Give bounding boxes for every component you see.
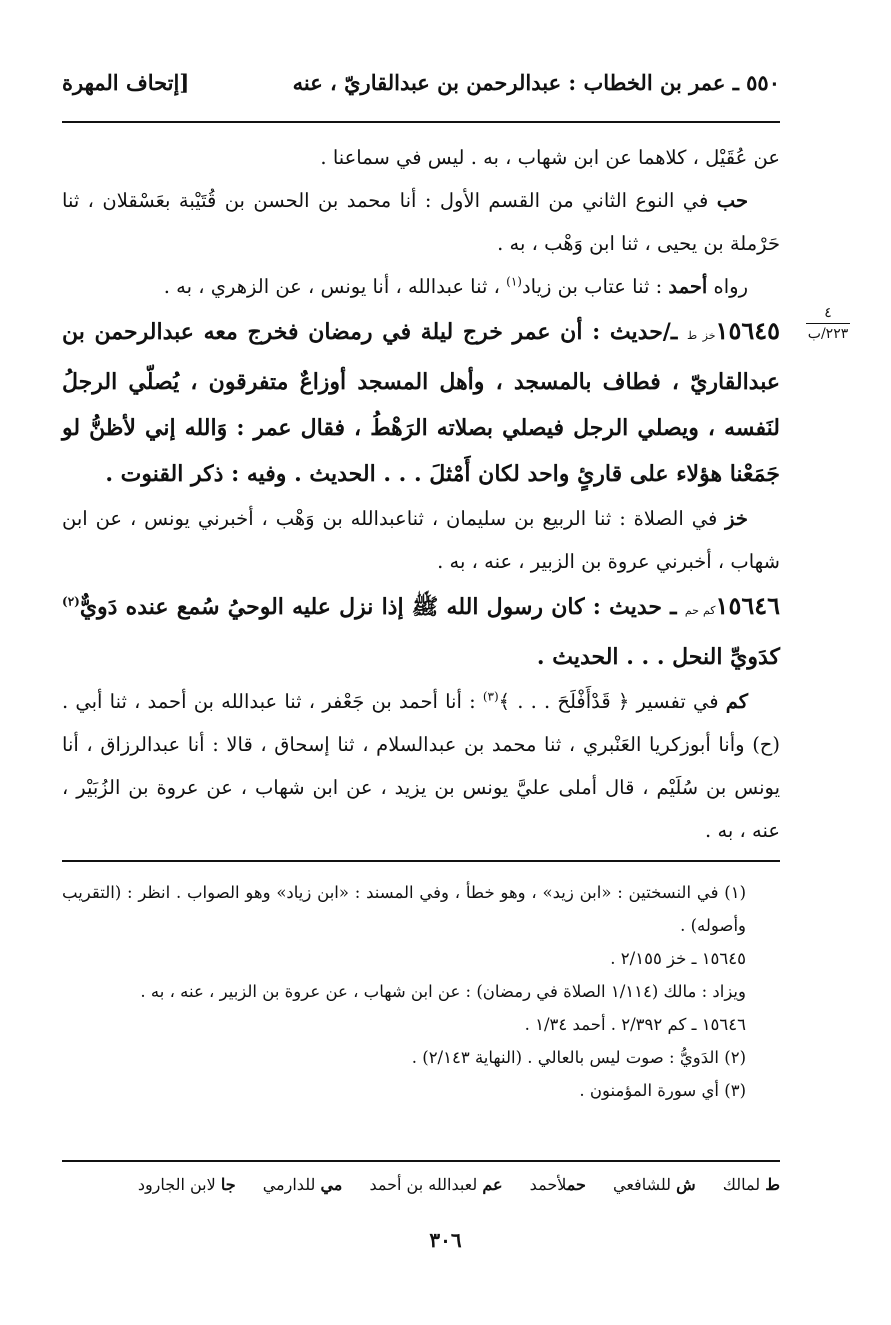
- hadith-15645: [62, 308, 780, 497]
- legend-name: للشافعي: [613, 1175, 672, 1194]
- legend-item: [530, 1175, 586, 1194]
- paragraph-5-text-b: : أنا أحمد بن جَعْفر ، ثنا عبدالله بن أحمد ، ثنا أبي . (ح) وأنا أبوزكريا العَنْبري ، ثنا محمد بن عبدالسلام ، ثنا إسحاق ، قالا : أنا عبدالرزاق ، أنا يونس بن سُلَيْم ، قال أملى عليَّ يونس بن يزيد ، عن ابن شهاب ، عن عروة بن الزُبَيْر ، عنه ، به .: [62, 690, 780, 842]
- hadith-sigla: خز ط: [686, 329, 716, 342]
- legend-name: للدارمي: [262, 1175, 316, 1194]
- header-book-title: [إتحاف المهرة: [62, 70, 190, 95]
- legend-siglum: عم: [482, 1175, 503, 1194]
- legend-name: لمالك: [722, 1175, 761, 1194]
- paragraph-3-text-a: : ثنا عتاب بن زياد: [521, 275, 669, 298]
- footnote-addition: ويزاد : مالك (١/١١٤ الصلاة في رمضان) : عن ابن شهاب ، عن عروة بن الزبير ، عنه ، به .: [140, 982, 746, 1001]
- hadith-text-b: كدَويِّ النحل . . . الحديث .: [536, 644, 780, 670]
- header-rule: [62, 121, 780, 123]
- footnote-rule: [62, 860, 780, 862]
- legend-item: [138, 1175, 236, 1194]
- footnote-3: (٣) أي سورة المؤمنون .: [579, 1081, 746, 1100]
- sigla-legend: [62, 1170, 780, 1200]
- footnote-1: (١) في النسختين : «ابن زيد» ، وهو خطأ ، وفي المسند : «ابن زياد» وهو الصواب . انظر : (التقريب وأصوله) .: [62, 883, 746, 935]
- legend-name: لعبدالله بن أحمد: [369, 1175, 478, 1194]
- source-siglum: كم: [725, 690, 748, 713]
- footnote-ref-1[interactable]: (١): [506, 274, 522, 289]
- hadith-text-a: ـ حديث : كان رسول الله ﷺ إذا نزل عليه الوحيُ سُمع عنده دَويٌّ: [79, 594, 685, 620]
- legend-item: [613, 1175, 696, 1194]
- footnotes: [62, 876, 780, 1107]
- legend-name: لأحمد: [529, 1175, 567, 1194]
- page-number: ٣٠٦: [429, 1228, 462, 1252]
- paragraph-3: [62, 265, 780, 308]
- footnote-2: (٢) الدَويُّ : صوت ليس بالعالي . (النهاية ٢/١٤٣) .: [411, 1048, 746, 1067]
- paragraph-4: [62, 497, 780, 583]
- legend-item: [369, 1175, 502, 1194]
- legend-siglum: جا: [220, 1175, 236, 1194]
- legend-siglum: مي: [320, 1175, 343, 1194]
- footnote-ref-3[interactable]: (٣): [482, 689, 499, 704]
- hadith-15646: [62, 583, 780, 680]
- hadith-text: ـ/حديث : أن عمر خرج ليلة في رمضان فخرج معه عبدالرحمن بن عبدالقاريّ ، فطاف بالمسجد ، وأهل المسجد أوزاعٌ متفرقون ، يُصلّي الرجلُ لنَفسه ، ويصلي الرجل فيصلي بصلاته الرَهْطُ ، فقال عمر : وَالله إني لأظنُّ لو جَمَعْنا هؤلاء على قارئٍ واحد لكان أَمْثلَ . . . الحديث . وفيه : ذكر القنوت .: [62, 319, 780, 487]
- source-siglum: خز: [725, 507, 748, 530]
- legend-siglum: ط: [765, 1175, 780, 1194]
- source-siglum: حب: [716, 189, 748, 212]
- footnote-ref-2[interactable]: (٢): [62, 594, 80, 609]
- paragraph-3-lead: رواه: [707, 275, 748, 298]
- running-header: [62, 70, 780, 104]
- paragraph-2-text: في النوع الثاني من القسم الأول : أنا محمد بن الحسن بن قُتَيْبة بعَسْقلان ، ثنا حَرْملة بن يحيى ، ثنا ابن وَهْب ، به .: [62, 189, 780, 255]
- source-siglum: أحمد: [668, 275, 708, 298]
- legend-siglum: حم: [566, 1175, 586, 1194]
- paragraph-5: [62, 680, 780, 852]
- margin-ref-top: ٤: [824, 305, 832, 321]
- footnote-ref-15646: ١٥٦٤٦ ـ كم ٢/٣٩٢ . أحمد ١/٣٤ .: [524, 1015, 746, 1034]
- hadith-sigla: كم حم: [684, 604, 716, 617]
- legend-siglum: ش: [676, 1175, 696, 1194]
- margin-manuscript-ref: [798, 305, 858, 342]
- margin-ref-line: [806, 323, 850, 324]
- paragraph-3-text-b: ، ثنا عبدالله ، أنا يونس ، عن الزهري ، به .: [163, 275, 507, 298]
- main-text: [62, 136, 780, 852]
- header-chapter-title: ٥٥٠ ـ عمر بن الخطاب : عبدالرحمن بن عبدالقاريّ ، عنه: [292, 70, 780, 95]
- legend-name: لابن الجارود: [137, 1175, 216, 1194]
- hadith-number: ١٥٦٤٥: [715, 316, 780, 345]
- paragraph-5-text-a: في تفسير ﴿ قَدْأَفْلَحَ . . . ﴾: [498, 690, 726, 713]
- paragraph-4-text: في الصلاة : ثنا الربيع بن سليمان ، ثناعبدالله بن وَهْب ، أخبرني يونس ، عن ابن شهاب ، أخبرني عروة بن الزبير ، عنه ، به .: [62, 507, 780, 573]
- paragraph-2: [62, 179, 780, 265]
- hadith-number: ١٥٦٤٦: [715, 591, 780, 620]
- legend-item: [723, 1175, 780, 1194]
- legend-item: [263, 1175, 343, 1194]
- legend-rule: [62, 1160, 780, 1162]
- footnote-ref-15645: ١٥٦٤٥ ـ خز ٢/١٥٥ .: [610, 949, 746, 968]
- margin-ref-bottom: ٢٢٣/ب: [807, 326, 849, 342]
- paragraph-1: عن عُقَيْل ، كلاهما عن ابن شهاب ، به . ليس في سماعنا .: [320, 146, 780, 169]
